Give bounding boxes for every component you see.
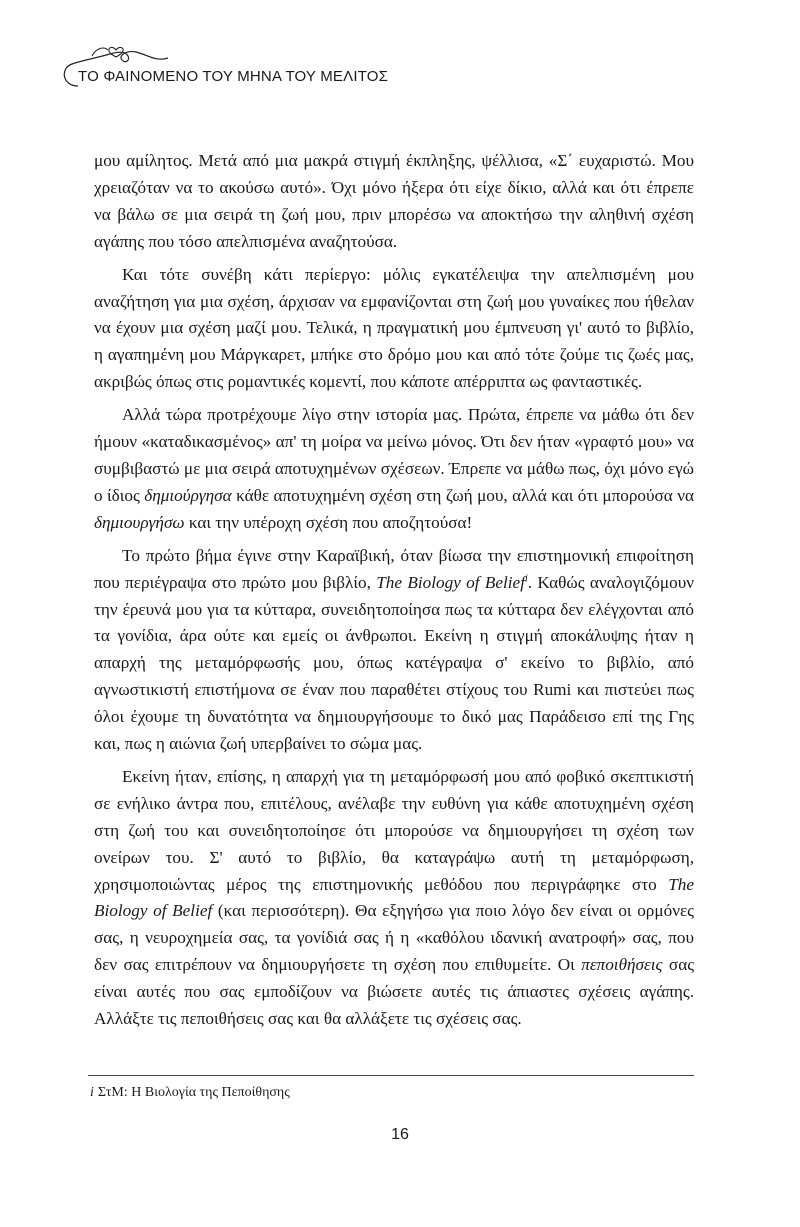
- page-header: [56, 38, 416, 98]
- text-run: και την υπέροχη σχέση που αποζητούσα!: [184, 512, 473, 532]
- running-head: ΤΟ ΦΑΙΝΟΜΕΝΟ ΤΟΥ ΜΗΝΑ ΤΟΥ ΜΕΛΙΤΟΣ: [78, 68, 389, 85]
- paragraph: μου αμίλητος. Μετά από μια μακρά στιγμή έκπληξης, ψέλλισα, «Σ΄ ευχαριστώ. Μου χρειαζόταν να το ακούσω αυτό». Όχι μόνο ήξερα ότι είχε δίκιο, αλλά και ότι έπρεπε να βάλω σε μια σειρά τη ζωή μου, πριν μπορέσω να αποκτήσω την αληθινή σχέση αγάπης που τόσο απελπισμένα αναζητούσα.: [94, 151, 694, 251]
- footnote-divider: [88, 1075, 694, 1076]
- emphasis: πεποιθήσεις: [581, 955, 663, 975]
- text-run: . Καθώς αναλογιζόμουν την έρευνά μου για τα κύτταρα, συνειδητοποίησα πως τα κύτταρα δεν ελέγχονται από τα γονίδια, άρα ούτε και εμείς οι άνθρωποι. Εκείνη η στιγμή αποκάλυψης ήταν η απαρχή της μεταμόρφωσής μου, όπως κατέγραψα σ' εκείνο το βιβλίο, από αγνωστικιστή επιστήμονα σε έναν που παραθέτει στίχους του Rumi και πιστεύει πως όλοι έχουμε τη δυνατότητα να δημιουργήσουμε το δικό μας Παράδεισο επί της Γης και, πως η αιώνια ζωή υπερβαίνει το σώμα μας.: [94, 572, 694, 754]
- text-run: Το πρώτο βήμα έγινε στην Καραϊβική, όταν βίωσα την επιστημονική επιφοίτηση που περιέγραψα στο πρώτο μου βιβλίο,: [94, 545, 694, 592]
- emphasis: δημιούργησα: [144, 485, 232, 505]
- text-run: κάθε αποτυχημένη σχέση στη ζωή μου, αλλά και ότι μπορούσα να: [231, 485, 695, 505]
- text-run: Αλλά τώρα προτρέχουμε λίγο στην ιστορία μας. Πρώτα, έπρεπε να μάθω ότι δεν ήμουν «καταδικασμένος» απ' τη μοίρα να μείνω μόνος. Ότι δεν ήταν «γραφτό μου» να συμβιβαστώ με μια σειρά αποτυχημένων σχέσεων. Έπρεπε να μάθω πως, όχι μόνο εγώ ο ίδιος: [94, 405, 694, 505]
- paragraph: Και τότε συνέβη κάτι περίεργο: μόλις εγκατέλειψα την απελπισμένη μου αναζήτηση για μια σχέση, άρχισαν να εμφανίζονται στη ζωή μου γυναίκες που ήθελαν να έχουν μια σχέση μαζί μου. Τελικά, η πραγματική μου έμπνευση γι' αυτό το βιβλίο, η αγαπημένη μου Μάργκαρετ, μπήκε στο δρόμο μου και από τότε ζούμε τις ζωές μας, ακριβώς όπως στις ρομαντικές κομεντί, που κάποτε απέρριπτα ως φανταστικές.: [94, 264, 694, 392]
- footnote-marker: i: [90, 1085, 94, 1100]
- text-run: σας είναι αυτές που σας εμποδίζουν να βιώσετε αυτές τις άπιαστες σχέσεις αγάπης. Αλλάξτε τις πεποιθήσεις σας και θα αλλάξετε τις σχέσεις σας.: [94, 955, 695, 1029]
- book-title: The Biology of Belief: [376, 572, 525, 592]
- paragraph: [94, 764, 694, 1033]
- footnote-text: ΣτΜ: Η Βιολογία της Πεποίθησης: [97, 1085, 290, 1100]
- emphasis: δημιουργήσω: [94, 512, 185, 532]
- text-run: Εκείνη ήταν, επίσης, η απαρχή για τη μεταμόρφωσή μου από φοβικό σκεπτικιστή σε ενήλικο άντρα που, επιτέλους, ανέλαβε την ευθύνη για κάθε αποτυχημένη σχέση στη ζωή του και συνειδητοποίησε ότι μπορούσε να δημιουργήσει τη σχέση των ονείρων του. Σ' αυτό το βιβλίο, θα καταγράψω αυτή τη μεταμόρφωση, χρησιμοποιώντας μέρος της επιστημονικής μεθόδου που περιγράφηκε στο: [94, 766, 694, 894]
- text-run: (και περισσότερη). Θα εξηγήσω για ποιο λόγο δεν είναι οι ορμόνες σας, η νευροχημεία σας, τα γονίδιά σας ή η «καθόλου ιδανική ανατροφή» σας, που δεν σας επιτρέπουν να δημιουργήσετε τη σχέση που επιθυμείτε. Οι: [94, 901, 694, 975]
- footnote-reference[interactable]: i: [524, 572, 528, 584]
- main-text: [94, 148, 694, 1039]
- page-number: 16: [391, 1126, 409, 1143]
- footnote: [90, 1085, 290, 1101]
- paragraph: [94, 402, 694, 537]
- book-title: The Biology of Belief: [94, 874, 694, 921]
- paragraph: [94, 543, 694, 758]
